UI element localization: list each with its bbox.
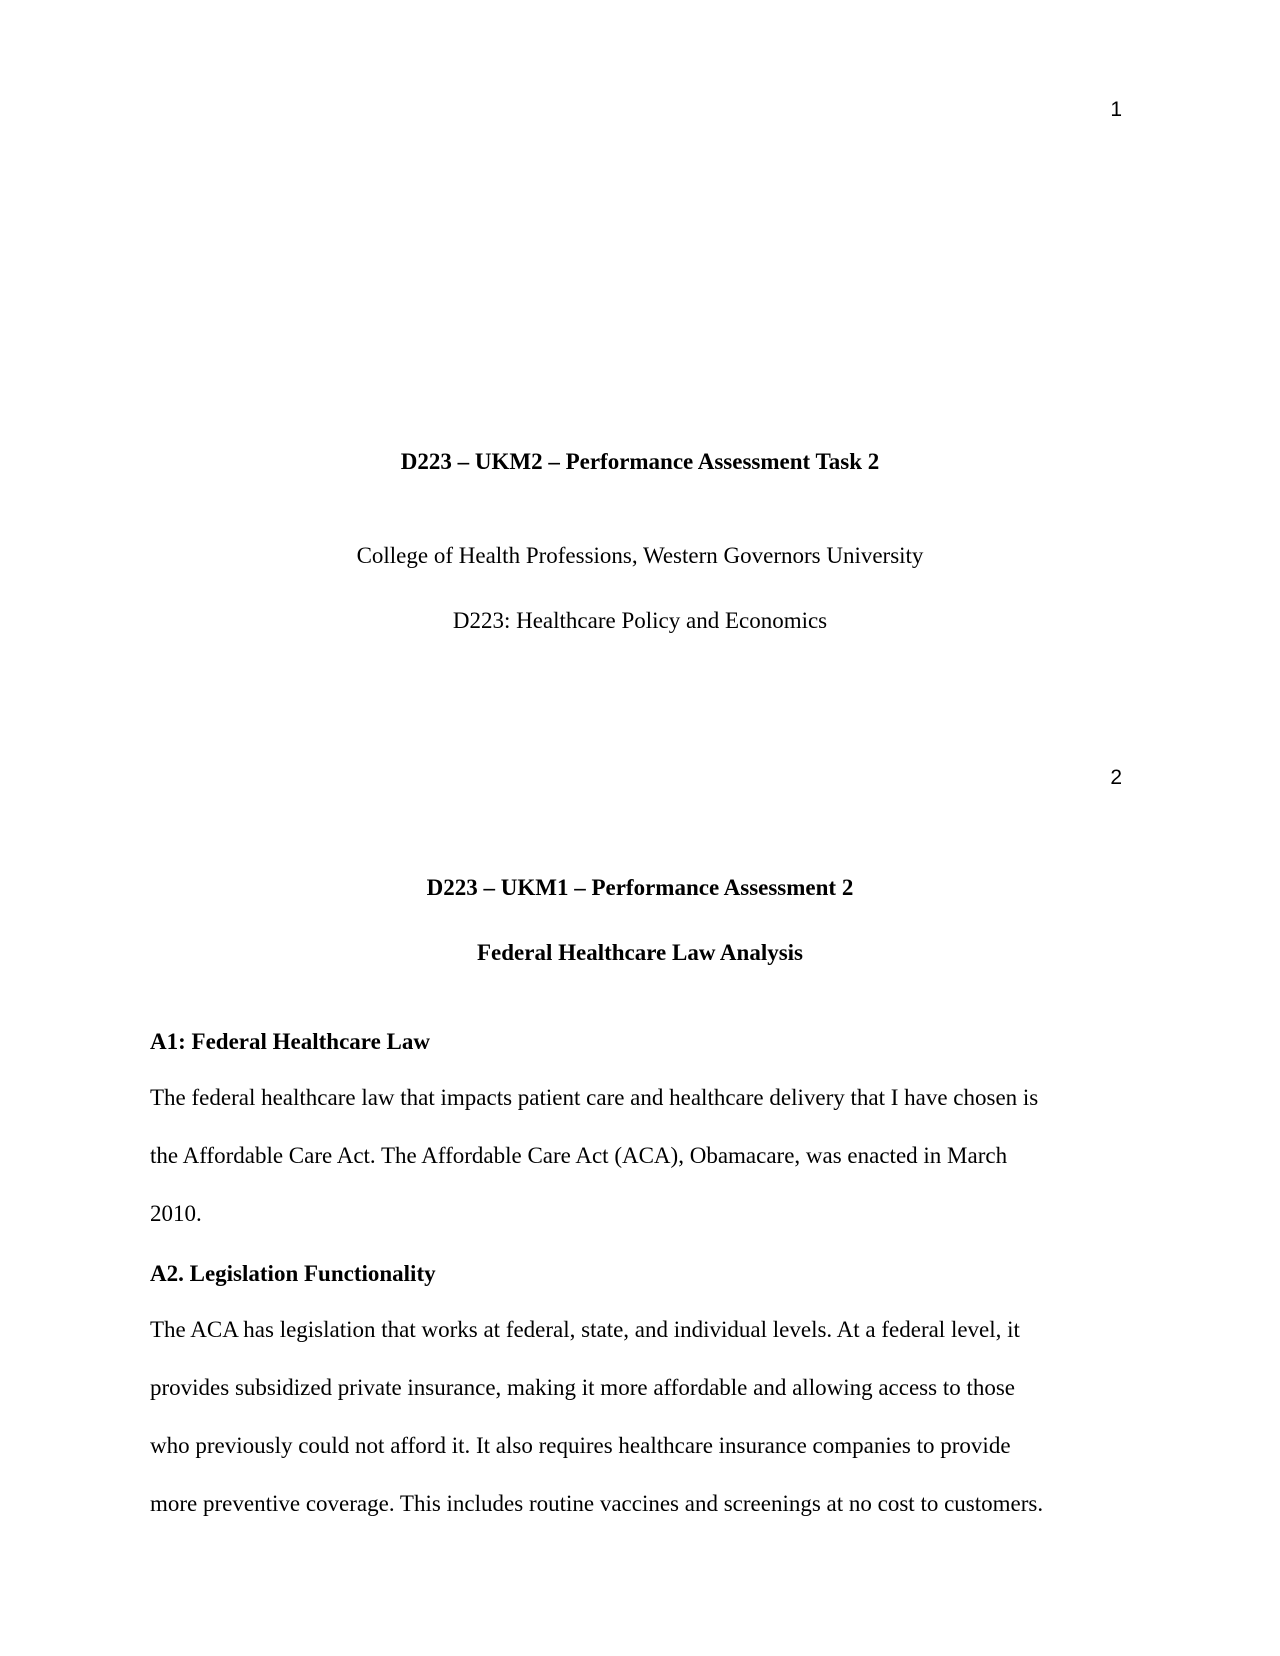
paragraph-line: who previously could not afford it. It also requires healthcare insurance companies to provide [150,1433,1011,1458]
page-number-2: 2 [1110,766,1122,789]
paragraph-line: The federal healthcare law that impacts patient care and healthcare delivery that I have chosen is [150,1085,1039,1110]
page-2-title: D223 – UKM1 – Performance Assessment 2 [426,875,854,900]
section-a2-paragraph [150,1301,1140,1533]
paragraph-line: the Affordable Care Act. The Affordable Care Act (ACA), Obamacare, was enacted in March [150,1143,1008,1168]
institution-line: College of Health Professions, Western Governors University [356,543,924,568]
page-number-1: 1 [1110,98,1122,121]
paragraph-line: provides subsidized private insurance, making it more affordable and allowing access to those [150,1375,1016,1400]
section-a1-paragraph [150,1069,1140,1243]
paragraph-line: 2010. [150,1201,202,1226]
course-line: D223: Healthcare Policy and Economics [452,608,828,633]
page-2-subtitle: Federal Healthcare Law Analysis [476,940,804,965]
section-a2-heading: A2. Legislation Functionality [150,1261,436,1286]
section-a1-heading: A1: Federal Healthcare Law [150,1029,430,1054]
paragraph-line: The ACA has legislation that works at federal, state, and individual levels. At a federal level, it [150,1317,1020,1342]
page-1-title: D223 – UKM2 – Performance Assessment Task 2 [400,449,880,474]
paragraph-line: more preventive coverage. This includes routine vaccines and screenings at no cost to customers. [150,1491,1044,1516]
